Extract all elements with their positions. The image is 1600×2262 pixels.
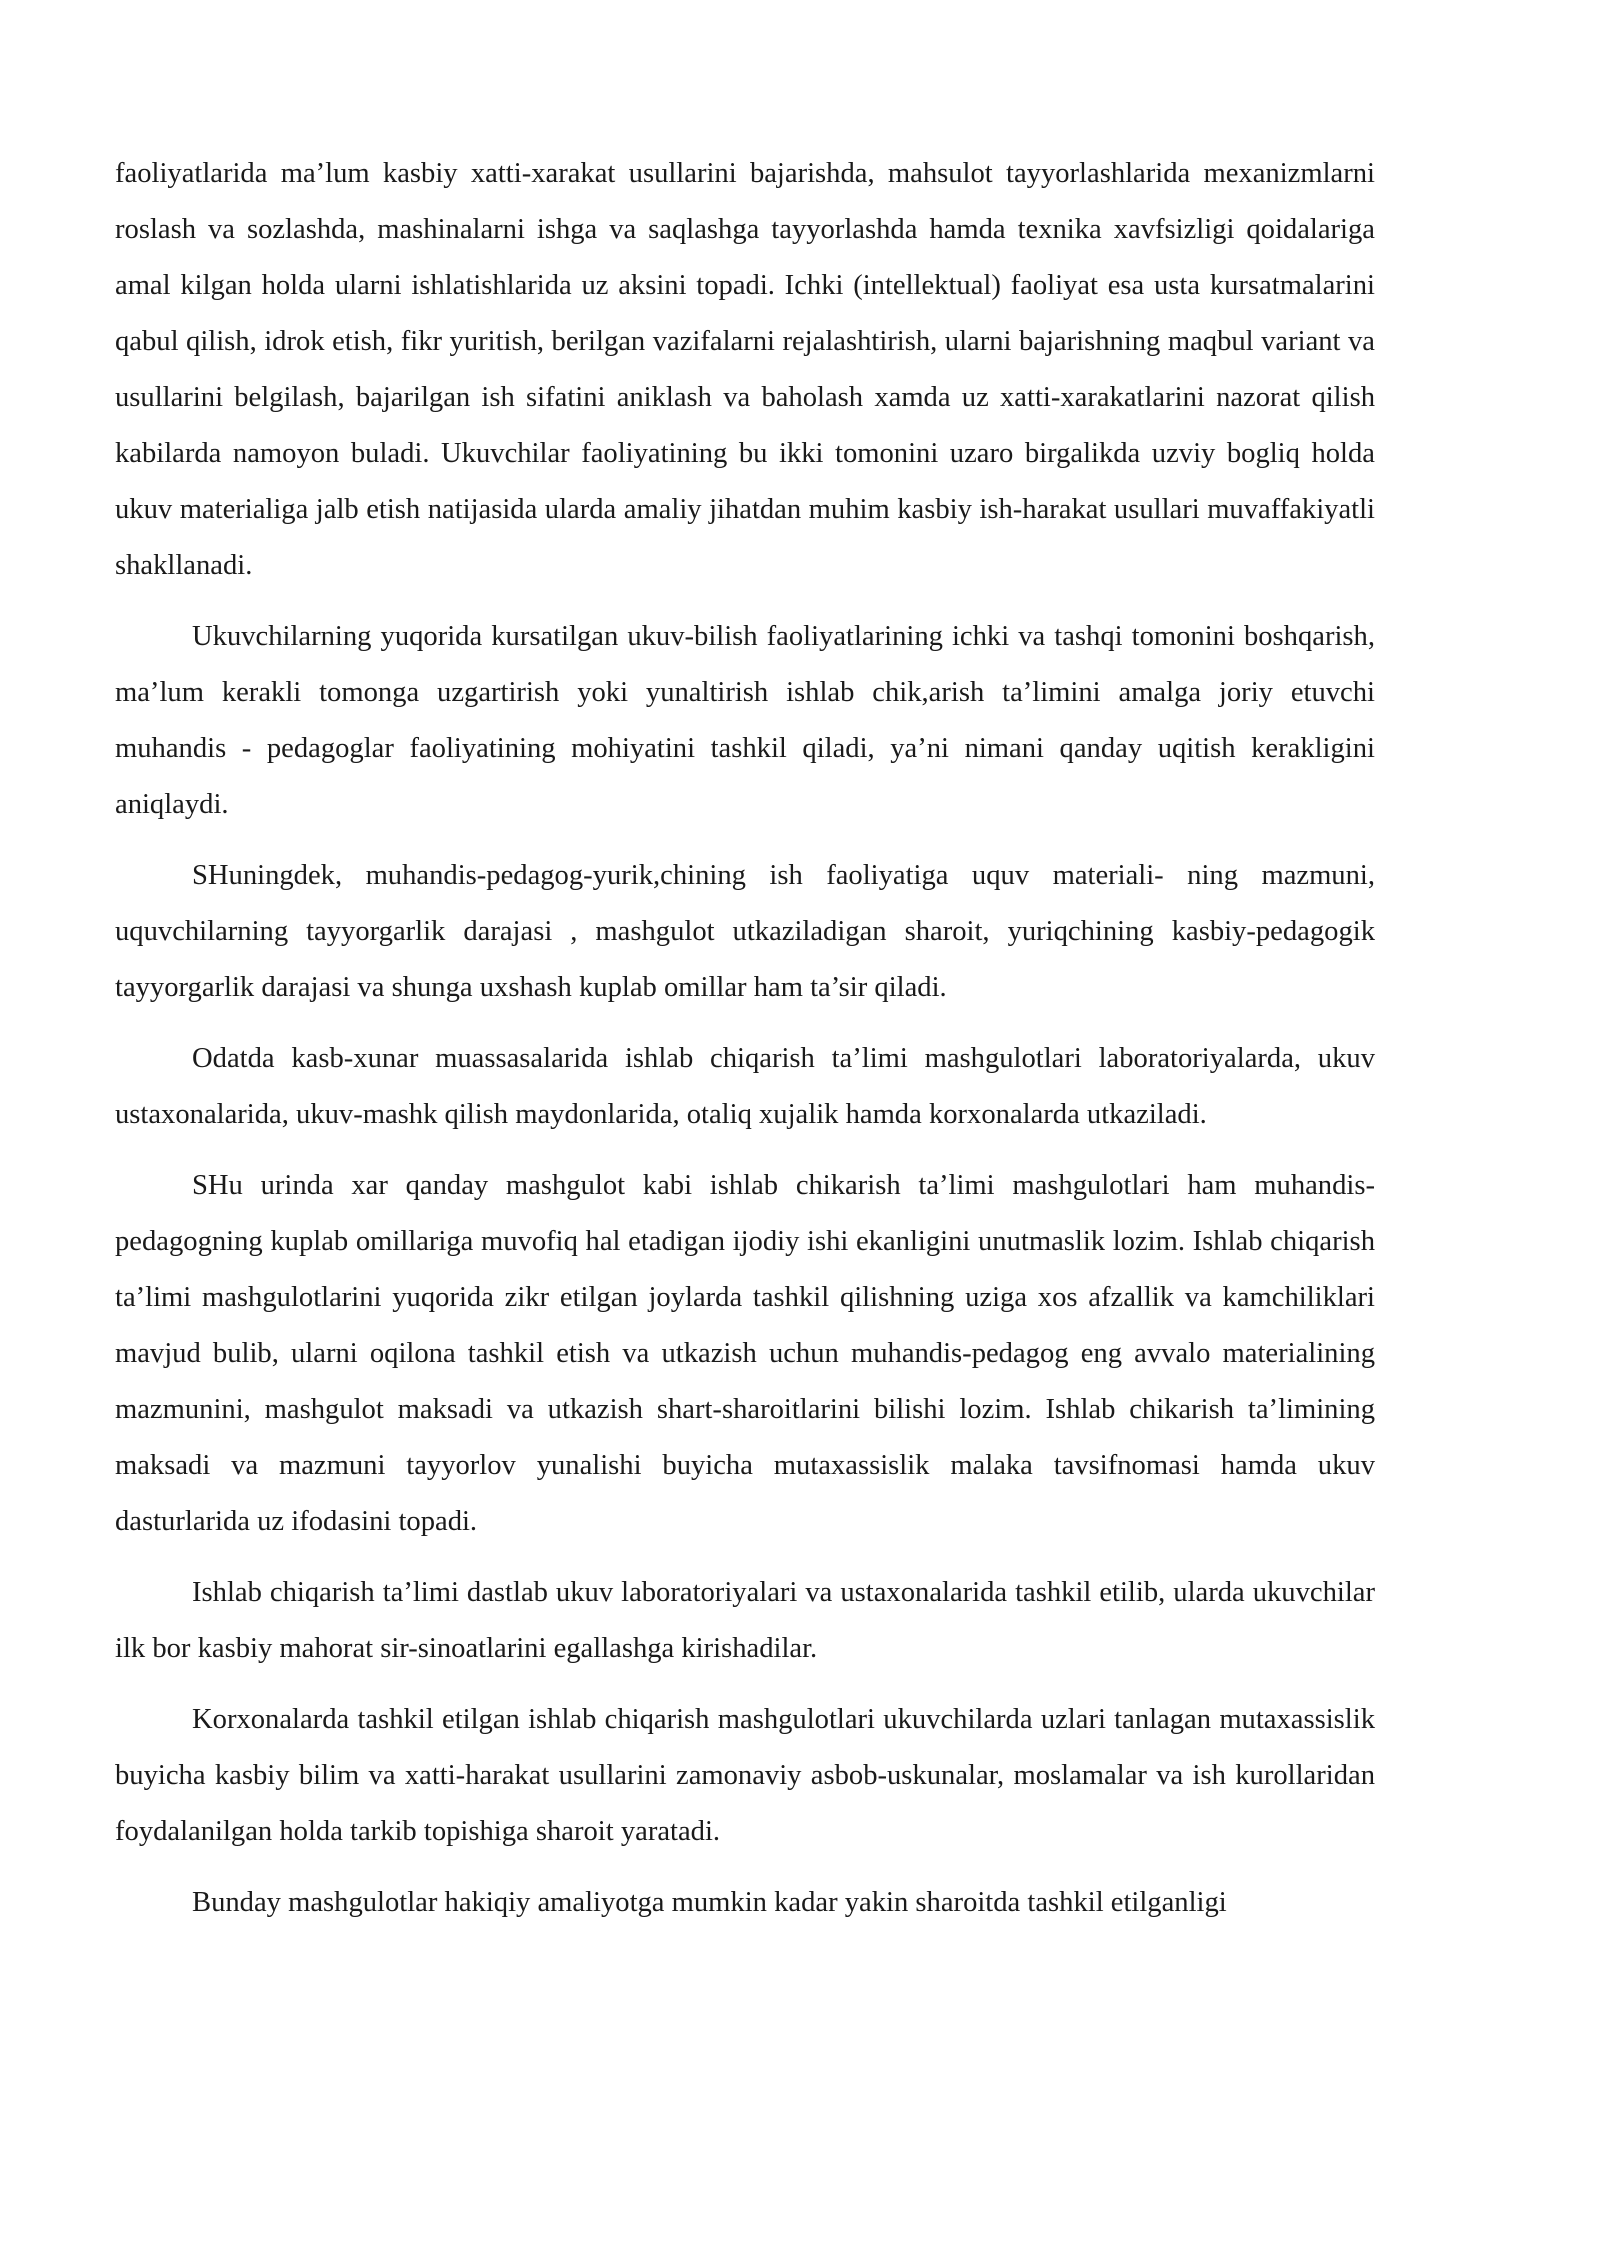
paragraph-6: Ishlab chiqarish ta’limi dastlab ukuv laboratoriyalari va ustaxonalarida tashkil etilib, ularda ukuvchilar ilk bor kasbiy mahorat sir-sinoatlarini egallashga kirishadilar. [115,1577,1375,1664]
document-body [115,146,1375,1946]
paragraph-3: SHuningdek, muhandis-pedagog-yurik,chining ish faoliyatiga uquv materiali- ning mazmuni, uquvchilarning tayyorgarlik darajasi , mashgulot utkaziladigan sharoit, yuriqchining kasbiy-pedagogik tayyorgarlik darajasi va shunga uxshash kuplab omillar ham ta’sir qiladi. [115,860,1375,1003]
paragraph-4: Odatda kasb-xunar muassasalarida ishlab chiqarish ta’limi mashgulotlari laboratoriyalarda, ukuv ustaxonalarida, ukuv-mashk qilish maydonlarida, otaliq xujalik hamda korxonalarda utkaziladi. [115,1043,1375,1130]
paragraph-2: Ukuvchilarning yuqorida kursatilgan ukuv-bilish faoliyatlarining ichki va tashqi tomonini boshqarish, ma’lum kerakli tomonga uzgartirish yoki yunaltirish ishlab chik,arish ta’limini amalga joriy etuvchi muhandis - pedagoglar faoliyatining mohiyatini tashkil qiladi, ya’ni nimani qanday uqitish kerakligini aniqlaydi. [115,621,1375,820]
paragraph-7: Korxonalarda tashkil etilgan ishlab chiqarish mashgulotlari ukuvchilarda uzlari tanlagan mutaxassislik buyicha kasbiy bilim va xatti-harakat usullarini zamonaviy asbob-uskunalar, moslamalar va ish kurollaridan foydalanilgan holda tarkib topishiga sharoit yaratadi. [115,1704,1375,1847]
paragraph-1: faoliyatlarida ma’lum kasbiy xatti-xarakat usullarini bajarishda, mahsulot tayyorlashlarida mexanizmlarni roslash va sozlashda, mashinalarni ishga va saqlashga tayyorlashda hamda texnika xavfsizligi qoidalariga amal kilgan holda ularni ishlatishlarida uz aksini topadi. Ichki (intellektual) faoliyat esa usta kursatmalarini qabul qilish, idrok etish, fikr yuritish, berilgan vazifalarni rejalashtirish, ularni bajarishning maqbul variant va usullarini belgilash, bajarilgan ish sifatini aniklash va baholash xamda uz xatti-xarakatlarini nazorat qilish kabilarda namoyon buladi. Ukuvchilar faoliyatining bu ikki tomonini uzaro birgalikda uzviy bogliq holda ukuv materialiga jalb etish natijasida ularda amaliy jihatdan muhim kasbiy ish-harakat usullari muvaffakiyatli shakllanadi. [115,158,1375,581]
paragraph-5: SHu urinda xar qanday mashgulot kabi ishlab chikarish ta’limi mashgulotlari ham muhandis-pedagogning kuplab omillariga muvofiq hal etadigan ijodiy ishi ekanligini unutmaslik lozim. Ishlab chiqarish ta’limi mashgulotlarini yuqorida zikr etilgan joylarda tashkil qilishning uziga xos afzallik va kamchiliklari mavjud bulib, ularni oqilona tashkil etish va utkazish uchun muhandis-pedagog eng avvalo materialining mazmunini, mashgulot maksadi va utkazish shart-sharoitlarini bilishi lozim. Ishlab chikarish ta’limining maksadi va mazmuni tayyorlov yunalishi buyicha mutaxassislik malaka tavsifnomasi hamda ukuv dasturlarida uz ifodasini topadi. [115,1170,1375,1537]
paragraph-8: Bunday mashgulotlar hakiqiy amaliyotga mumkin kadar yakin sharoitda tashkil etilganligi [192,1887,1227,1918]
